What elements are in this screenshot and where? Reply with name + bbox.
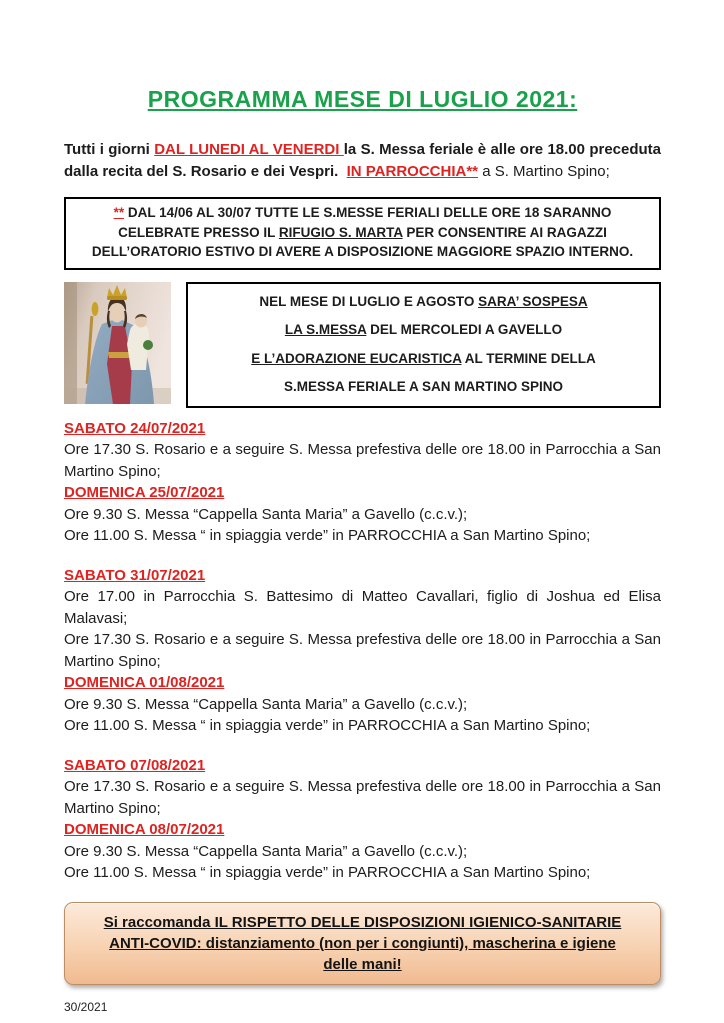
schedule-group-3 xyxy=(64,755,661,884)
schedule-line: Ore 9.30 S. Messa “Cappella Santa Maria” a Gavello (c.c.v.); xyxy=(64,505,468,523)
schedule-line: Ore 11.00 S. Messa “ in spiaggia verde” in PARROCCHIA a San Martino Spino; xyxy=(64,864,591,881)
day-heading: DOMENICA 01/08/2021 xyxy=(64,674,225,691)
day-heading: DOMENICA 08/07/2021 xyxy=(64,821,225,838)
intro-paragraph: Tutti i giorni DAL LUNEDI AL VENERDI la S. Messa feriale è alle ore 18.00 preceduta dalla recita del S. Rosario e dei Vespri. IN PARROCCHIA** a S. Martino Spino; xyxy=(64,141,662,180)
rifugio-notice-box xyxy=(64,197,661,270)
day-heading: SABATO 24/07/2021 xyxy=(64,419,206,437)
page-title: PROGRAMMA MESE DI LUGLIO 2021: xyxy=(147,86,578,112)
schedule-line: Ore 11.00 S. Messa “ in spiaggia verde” in PARROCCHIA a San Martino Spino; xyxy=(64,527,591,544)
schedule-entry xyxy=(64,482,661,547)
rifugio-notice-text: ** DAL 14/06 AL 30/07 TUTTE LE S.MESSE FERIALI DELLE ORE 18 SARANNO CELEBRATE PRESSO IL RIFUGIO S. MARTA PER CONSENTIRE AI RAGAZZI DELL’ORATORIO ESTIVO DI AVERE A DISPOSIZIONE MAGGIORE SPAZIO INTERNO. xyxy=(91,205,634,259)
suspension-line-2: LA S.MESSA DEL MERCOLEDI A GAVELLO xyxy=(284,322,563,337)
schedule-line: Ore 9.30 S. Messa “Cappella Santa Maria” a Gavello (c.c.v.); xyxy=(64,695,468,713)
suspension-line-4: S.MESSA FERIALE A SAN MARTINO SPINO xyxy=(283,379,564,394)
schedule-entry xyxy=(64,755,661,820)
schedule-group-1 xyxy=(64,418,661,547)
schedule-line: Ore 17.30 S. Rosario e a seguire S. Messa prefestiva delle ore 18.00 in Parrocchia a San Martino Spino; xyxy=(64,631,661,670)
schedule-entry xyxy=(64,819,661,884)
schedule-line: Ore 11.00 S. Messa “ in spiaggia verde” in PARROCCHIA a San Martino Spino; xyxy=(64,717,591,734)
schedule-entry xyxy=(64,418,661,483)
covid-recommendation-box xyxy=(64,902,661,985)
suspension-line-1: NEL MESE DI LUGLIO E AGOSTO SARA’ SOSPESA xyxy=(259,293,588,309)
schedule-group-2 xyxy=(64,565,661,737)
day-heading: DOMENICA 25/07/2021 xyxy=(64,484,225,501)
suspension-line-3: E L’ADORAZIONE EUCARISTICA AL TERMINE DELLA xyxy=(251,350,596,366)
day-heading: SABATO 07/08/2021 xyxy=(64,756,206,774)
page-footer-number: 30/2021 xyxy=(64,999,108,1014)
schedule-entry xyxy=(64,565,661,673)
schedule-line: Ore 17.30 S. Rosario e a seguire S. Messa prefestiva delle ore 18.00 in Parrocchia a San Martino Spino; xyxy=(64,778,661,817)
schedule-line: Ore 17.30 S. Rosario e a seguire S. Messa prefestiva delle ore 18.00 in Parrocchia a San Martino Spino; xyxy=(64,441,661,480)
photo-and-suspension-row xyxy=(64,282,661,408)
madonna-statue-photo xyxy=(64,282,171,404)
suspension-notice-box xyxy=(186,282,661,408)
schedule-line: Ore 17.00 in Parrocchia S. Battesimo di Matteo Cavallari, figlio di Joshua ed Elisa Malavasi; xyxy=(64,588,661,627)
mass-schedule xyxy=(64,418,661,884)
schedule-entry xyxy=(64,672,661,737)
day-heading: SABATO 31/07/2021 xyxy=(64,566,206,584)
schedule-line: Ore 9.30 S. Messa “Cappella Santa Maria” a Gavello (c.c.v.); xyxy=(64,842,468,860)
covid-recommendation-text: Si raccomanda IL RISPETTO DELLE DISPOSIZIONI IGIENICO-SANITARIE ANTI-COVID: distanziamento (non per i congiunti), mascherina e igiene delle mani! xyxy=(103,913,622,973)
